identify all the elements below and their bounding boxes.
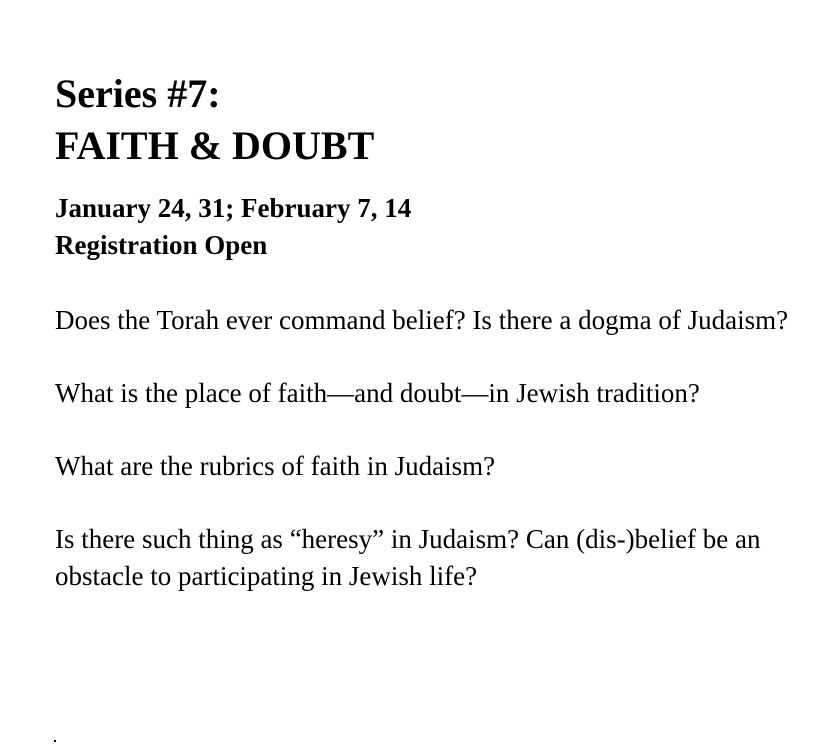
question-paragraph: What is the place of faith—and doubt—in Jewish tradition? — [55, 378, 700, 408]
series-number: Series #7: — [55, 71, 221, 116]
document-page — [55, 68, 815, 595]
series-title — [55, 68, 815, 172]
event-meta — [55, 190, 815, 264]
question-paragraph: Does the Torah ever command belief? Is there a dogma of Judaism? — [55, 305, 789, 335]
question-paragraph: Is there such thing as “heresy” in Judaism? Can (dis-)belief be an obstacle to participating in Jewish life? — [55, 524, 761, 591]
question-paragraph: What are the rubrics of faith in Judaism? — [55, 451, 496, 481]
registration-status: Registration Open — [55, 230, 268, 260]
series-name: FAITH & DOUBT — [55, 123, 375, 168]
event-dates: January 24, 31; February 7, 14 — [55, 193, 412, 223]
stray-dot — [54, 740, 56, 742]
